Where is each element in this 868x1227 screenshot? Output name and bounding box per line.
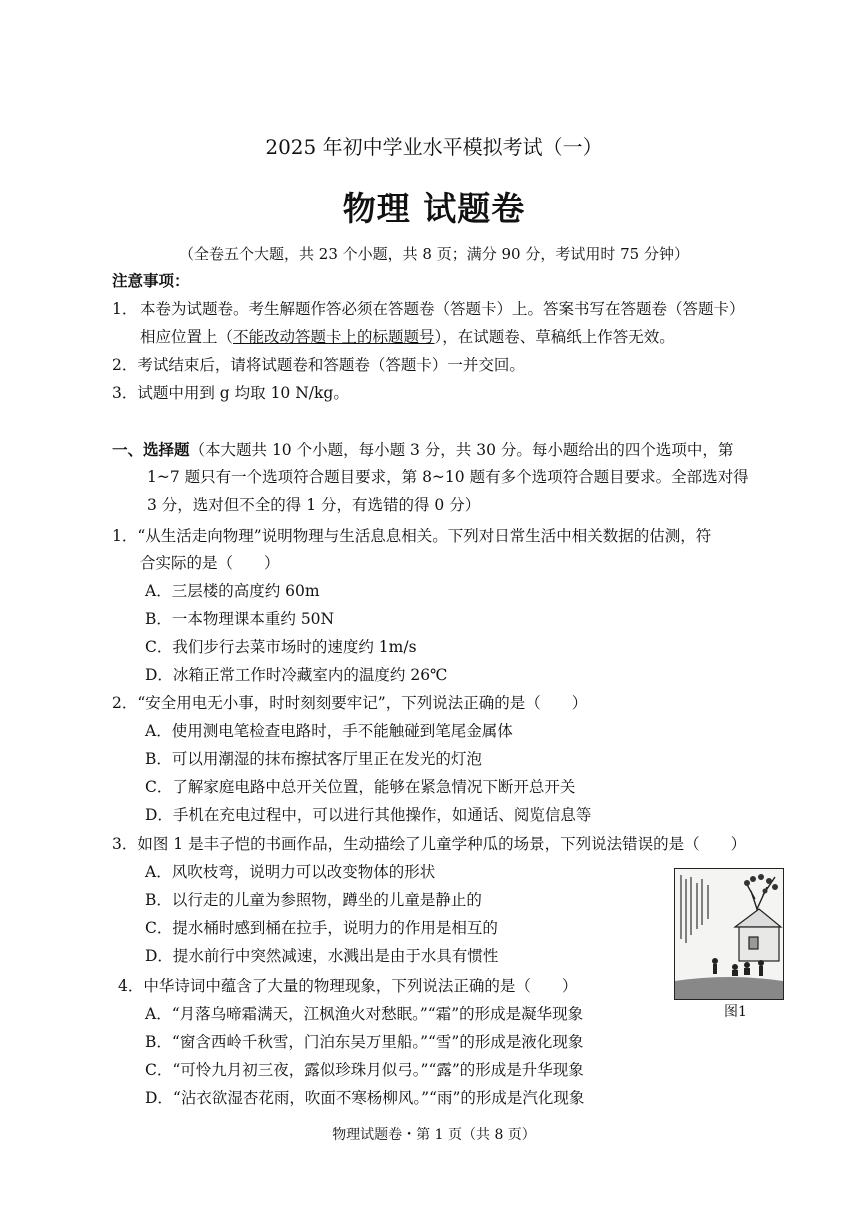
notice-item-2: 2．考试结束后，请将试题卷和答题卷（答题卡）一并交回。 — [112, 356, 525, 374]
q2-option-d: D．手机在充电过程中，可以进行其他操作，如通话、阅览信息等 — [145, 806, 592, 824]
notice-item-1-post: ），在试题卷、草稿纸上作答无效。 — [434, 328, 675, 346]
q4-option-d: D．“沾衣欲湿杏花雨，吹面不寒杨柳风。”“雨”的形成是汽化现象 — [145, 1089, 585, 1107]
figure-1-painting — [674, 868, 784, 1000]
notice-item-1-pre: 相应位置上（ — [140, 328, 234, 346]
q1-option-a: A．三层楼的高度约 60m — [145, 582, 320, 600]
q3-stem: 3．如图 1 是丰子恺的书画作品，生动描绘了儿童学种瓜的场景，下列说法错误的是（ ） — [112, 835, 747, 853]
q4-option-a: A．“月落乌啼霜满天，江枫渔火对愁眠。”“霜”的形成是凝华现象 — [145, 1005, 584, 1023]
q3-option-b: B．以行走的儿童为参照物，蹲坐的儿童是静止的 — [145, 891, 482, 909]
figure-1-caption: 图1 — [724, 1004, 747, 1020]
notice-heading: 注意事项： — [112, 271, 190, 290]
q1-stem-2: 合实际的是（ ） — [140, 554, 280, 572]
q3-option-d: D．提水前行中突然减速，水溅出是由于水具有惯性 — [145, 947, 499, 965]
notice-item-1-line-1: 本卷为试题卷。考生解题作答必须在答题卷（答题卡）上。答案书写在答题卷（答题卡） — [140, 300, 745, 318]
q3-option-a: A．风吹枝弯，说明力可以改变物体的形状 — [145, 863, 436, 881]
q2-option-c: C．了解家庭电路中总开关位置，能够在紧急情况下断开总开关 — [145, 778, 576, 796]
q3-option-c: C．提水桶时感到桶在拉手，说明力的作用是相互的 — [145, 919, 498, 937]
section-1-desc-2: 1~7 题只有一个选项符合题目要求，第 8~10 题有多个选项符合题目要求。全部选对得 — [147, 468, 749, 486]
q1-option-b: B．一本物理课本重约 50N — [145, 610, 335, 628]
subject-title: 物理 试题卷 — [342, 189, 526, 228]
q4-option-b: B．“窗含西岭千秋雪，门泊东吴万里船。”“雪”的形成是液化现象 — [145, 1033, 584, 1051]
notice-item-1-underlined: 不能改动答题卡上的标题题号 — [233, 328, 435, 346]
section-1-desc-1: （本大题共 10 个小题，每小题 3 分，共 30 分。每小题给出的四个选项中，第 — [189, 441, 734, 459]
q2-stem: 2．“安全用电无小事，时时刻刻要牢记”，下列说法正确的是（ ） — [112, 694, 588, 712]
page-footer: 物理试题卷・第 1 页（共 8 页） — [332, 1127, 536, 1143]
notice-item-3: 3．试题中用到 g 均取 10 N/kg。 — [112, 384, 349, 402]
q4-stem: 4．中华诗词中蕴含了大量的物理现象，下列说法正确的是（ ） — [118, 977, 578, 995]
q1-option-c: C．我们步行去菜市场时的速度约 1m/s — [145, 638, 417, 656]
section-1-title: 一、选择题 — [112, 440, 190, 459]
exam-intro: （全卷五个大题，共 23 个小题，共 8 页；满分 90 分，考试用时 75 分钟） — [179, 245, 689, 263]
painting-illustration — [675, 869, 783, 999]
q4-option-c: C．“可怜九月初三夜，露似珍珠月似弓。”“露”的形成是升华现象 — [145, 1061, 584, 1079]
section-1-desc-3: 3 分，选对但不全的得 1 分，有选错的得 0 分） — [147, 496, 481, 514]
q2-option-b: B．可以用潮湿的抹布擦拭客厅里正在发光的灯泡 — [145, 750, 482, 768]
exam-title: 2025 年初中学业水平模拟考试（一） — [265, 135, 603, 159]
q1-option-d: D．冰箱正常工作时冷藏室内的温度约 26℃ — [145, 666, 448, 684]
section-1-heading — [112, 439, 733, 461]
ground — [675, 977, 783, 999]
q2-option-a: A．使用测电笔检查电路时，手不能触碰到笔尾金属体 — [145, 722, 513, 740]
notice-item-1-number: 1． — [112, 300, 138, 318]
notice-item-1-line-2 — [140, 326, 675, 348]
q1-stem-1: 1．“从生活走向物理”说明物理与生活息息相关。下列对日常生活中相关数据的估测，符 — [112, 527, 712, 545]
